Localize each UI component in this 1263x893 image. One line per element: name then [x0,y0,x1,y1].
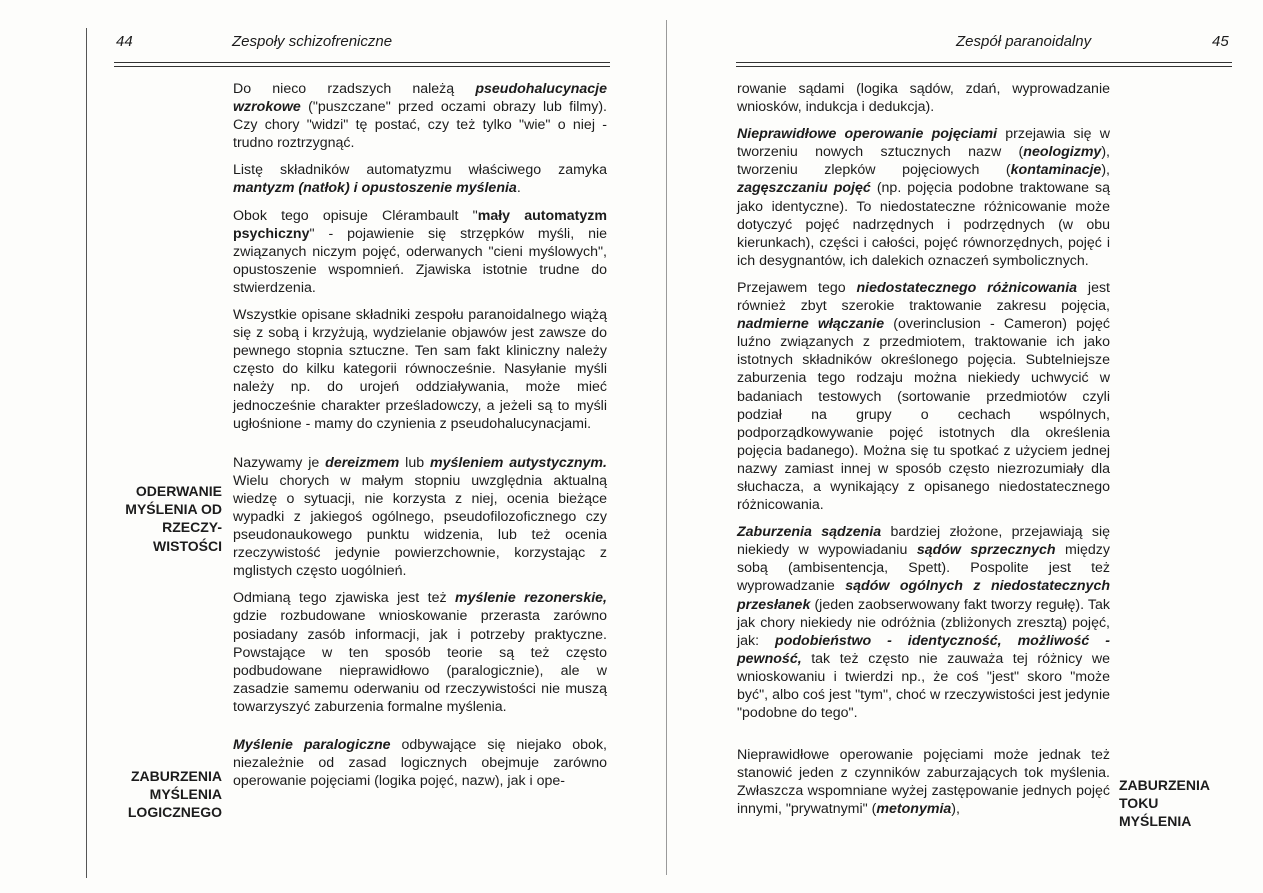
emphasized-term: dereizmem [325,454,400,471]
text-run: lub [399,454,430,471]
emphasized-term: myślenie rezonerskie, [455,590,607,607]
text-run: (overinclusion - Cameron) pojęć luźno związanych z przedmiotem, traktowanie ich jako istotnych składników określonego pojęcia. Subtelniejsze zaburzenia tego rodzaju można niekiedy uchwycić w badaniach testowych (sortowanie przedmiotów czyli podział na grupy o cechach wspólnych, podporządkowywanie pojęć istotnych dla określenia pojęcia badanego). Można się tu spotkać z użyciem jednej nazwy zamiast innej w sposób często niezrozumiały dla słuchacza, a wynikający z opisanego niedostatecznego różnicowania. [737,316,1110,514]
header-rule [736,62,1232,63]
paragraph [233,80,607,152]
margin-heading-line: LOGICZNEGO [127,804,222,821]
text-run: Nieprawidłowe operowanie pojęciami może jednak też stanowić jeden z czynników zaburzających tok myślenia. Zwłaszcza wspomniane wyżej zastępowanie jednych pojęć innymi, "prywatnymi" ( [737,747,1110,818]
emphasized-term: niedostatecznego różnicowania [856,279,1078,296]
right-page [632,0,1263,893]
emphasized-term: sądów sprzecznych [916,542,1056,559]
margin-heading-line: MYŚLENIA OD [125,501,222,518]
text-run: Odmianą tego zjawiska jest też [233,590,456,607]
emphasized-term: Myślenie paralogiczne [233,737,391,753]
paragraph [737,125,1110,270]
text-run: ), [951,801,960,818]
emphasized-term: mantyzm (natłok) i opustoszenie myślenia [233,180,517,197]
page-number: 45 [1212,33,1229,50]
text-run: (jeden zaobserwowany fakt tworzy regułę). Tak jak chory niekiedy nie odróżnia (zbliżonych zresztą) pojęć, jak: [737,596,1110,649]
header-rule [736,66,1232,67]
margin-heading-oderwanie [112,482,222,555]
text-run: . [516,180,521,197]
text-run: " - pojawienie się strzępków myśli, nie związanych niczym pojęć, oderwanych "cieni myślowych", opustoszenie wspomnień. Zjawiska istotnie trudne do stwierdzenia. [233,225,607,296]
text-run: Do nieco rzadszych należą [233,81,476,97]
text-column [737,80,1110,828]
margin-heading-line: ODERWANIE [135,483,222,499]
paragraph [233,161,607,197]
emphasized-term: sądów ogólnych z niedostatecznych przesłanek [737,578,1111,613]
emphasized-term: neologizmy [1023,144,1102,161]
paragraph [737,80,1110,116]
emphasized-term: Nieprawidłowe operowanie pojęciami [737,126,998,143]
paragraph [737,523,1110,722]
text-run: jest również zbyt szerokie traktowanie zakresu pojęcia, [737,279,1110,315]
text-run: bardziej złożone, przejawiają się niekiedy w wypowiadaniu [737,524,1111,559]
running-head: Zespół paranoidalny [956,33,1092,50]
header-rule [114,62,610,63]
emphasized-term: Zaburzenia sądzenia [737,524,882,541]
text-run: ("puszczane" przed oczami obrazy lub filmy). Czy chory "widzi" tę postać, czy też tylko "wie" o niej - trudno roztrzygnąć. [233,99,607,152]
text-run: Nazywamy je [233,454,326,471]
margin-heading-line: TOKU [1119,795,1159,812]
text-run: Wielu chorych w małym stopniu uwzględnia aktualną wiedzę o sytuacji, nie korzysta z niej, ocenia bieżące wypadki z jakiegoś ogólnego, pseudofilozoficznego czy pseudonaukowego punktu widzenia, lub też ocenia rzeczywistość jedynie powierzchownie, korzystając z mglistych często uogólnień. [233,472,607,580]
running-head: Zespoły schizofreniczne [232,33,393,50]
paragraph [233,207,607,297]
text-run: ), [1101,162,1110,179]
emphasized-term: podobieństwo - identyczność, możliwość - pewność, [737,632,1110,667]
header-rule [114,66,610,67]
text-run: Obok tego opisuje Clérambault " [233,207,478,224]
margin-heading-zaburzenia-toku [1119,776,1229,831]
text-run: odbywające się niejako obok, niezależnie od zasad logicznych obejmuje zarówno operowanie pojęciami (logika pojęć, nazw), jak i ope- [233,737,607,790]
text-run: Przejawem tego [737,279,857,296]
text-run: (np. pojęcia podobne traktowane są jako identyczne). To niedostateczne różnicowanie może dotyczyć pojęć nadrzędnych i podrzędnych (w obu kierunkach), części i całości, pojęć równorzędnych, pojęć i ich desygnantów, ich dalekich oznaczeń symbolicznych. [737,180,1111,269]
emphasized-term: zagęszczaniu pojęć [737,180,871,197]
margin-heading-line: ZABURZENIA [131,768,222,784]
paragraph [233,736,607,790]
text-run: rowanie sądami (logika sądów, zdań, wyprowadzanie wniosków, indukcja i dedukcja). [737,81,1110,116]
paragraph [233,454,607,581]
text-run: gdzie rozbudowane wnioskowanie przerasta zarówno posiadany zasób informacji, jak i potrzeby praktyczne. Powstające w ten sposób teorie są też często podbudowane nieprawidłowo (paralogicznie), ale w zasadzie samemu oderwaniu od rzeczywistości nie muszą towarzyszyć zaburzenia formalne myślenia. [233,608,607,715]
margin-heading-line: RZECZY- [162,519,222,536]
text-run: przejawia się w tworzeniu nowych sztucznych nazw ( [737,126,1110,161]
paragraph [737,279,1110,514]
text-run: między sobą (ambisentencja, Spett). Pospolite jest też wyprowadzanie [737,542,1110,595]
emphasized-term: metonymia [876,801,952,818]
emphasized-term: kontaminacje [1010,162,1102,179]
emphasized-term: myśleniem autystycznym. [429,454,607,471]
margin-heading-line: ZABURZENIA [1119,777,1210,793]
paragraph [737,746,1110,818]
margin-heading-zaburzenia-logicznego [112,767,222,822]
margin-heading-line: WISTOŚCI [153,537,222,554]
emphasized-term: mały automatyzm psychiczny [233,207,607,242]
page-number: 44 [116,33,133,50]
paragraph [233,589,607,716]
text-run: Listę składników automatyzmu właściwego zamyka [233,162,607,179]
paragraph [233,306,607,433]
emphasized-term: nadmierne włączanie [737,316,885,333]
text-column [233,80,607,799]
margin-heading-line: MYŚLENIA [149,786,222,803]
text-run: Wszystkie opisane składniki zespołu paranoidalnego wiążą się z sobą i krzyżują, wydzielanie objawów jest zawsze do pewnego stopnia sztuczne. Ten sam fakt kliniczny należy często do kilku kategorii równocześnie. Nasyłanie myśli należy np. do urojeń oddziaływania, może mieć jednocześnie charakter prześladowczy, a jeżeli są to myśli ugłośnione - mamy do czynienia z pseudohalucynacjami. [233,307,607,432]
text-run: tak też często nie zauważa tej różnicy we wnioskowaniu i twierdzi np., że coś "jest" skoro "może być", albo coś jest "tym", choć w rzeczywistości jest jedynie "podobne do tego". [737,650,1110,722]
text-run: ), tworzeniu zlepków pojęciowych ( [737,144,1110,179]
emphasized-term: pseudohalucynacje wzrokowe [233,81,607,116]
margin-heading-line: MYŚLENIA [1119,813,1192,830]
